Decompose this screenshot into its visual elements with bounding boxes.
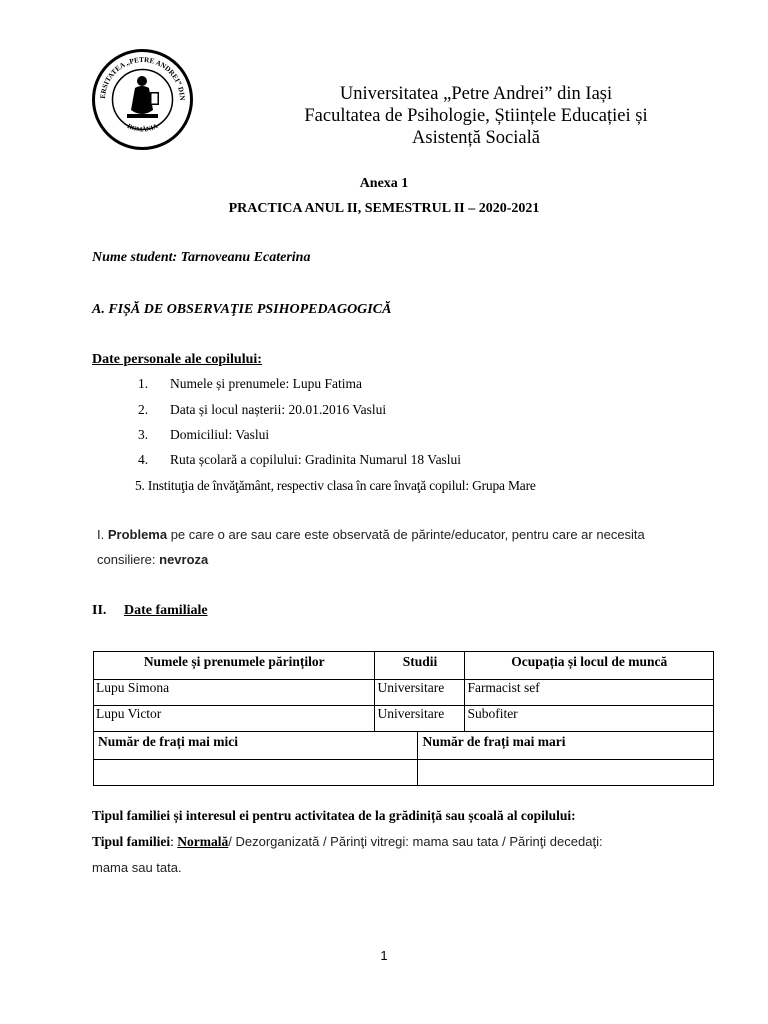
column-header-occupation: Ocupația și locul de muncă [465, 652, 714, 680]
table-cell: Subofiter [465, 706, 714, 732]
personal-data-heading: Date personale ale copilului: [92, 352, 262, 367]
column-header-studies: Studii [375, 652, 465, 680]
list-item: 1. Numele și prenumele: Lupu Fatima [138, 376, 362, 391]
list-item-text: Numele și prenumele: Lupu Fatima [170, 376, 362, 391]
family-type-line2: mama sau tata. [92, 860, 182, 875]
table-row [94, 760, 714, 786]
practice-title: PRACTICA ANUL II, SEMESTRUL II – 2020-2021 [228, 201, 540, 216]
family-type-selected: Normală [177, 834, 229, 849]
faculty-name-line2: Asistență Socială [412, 128, 540, 148]
list-item-text: Ruta școlară a copilului: Gradinita Numarul 18 Vaslui [170, 452, 462, 467]
svg-text:ROMÂNIA [126, 123, 159, 134]
list-item-text: Data și locul nașterii: 20.01.2016 Vaslui [170, 402, 387, 417]
siblings-table [93, 731, 714, 786]
table-cell: Lupu Victor [94, 706, 375, 732]
table-header-row [94, 732, 714, 760]
student-name: Nume student: Tarnoveanu Ecaterina [92, 250, 311, 265]
younger-siblings-label: Număr de frați mai mici [94, 732, 418, 760]
younger-siblings-value [94, 760, 418, 786]
logo-ring-top-text: ERSITATEA „PETRE ANDREI” DIN [98, 55, 187, 101]
university-seal-logo [91, 48, 194, 151]
problem-answer: nevroza [159, 552, 209, 567]
older-siblings-label: Număr de frați mai mari [418, 732, 714, 760]
list-item: 3. Domiciliul: Vaslui [138, 427, 270, 442]
parents-table [93, 651, 714, 732]
family-type-label: Tipul familiei [92, 834, 171, 849]
table-cell: Universitare [375, 680, 465, 706]
page-number: 1 [380, 948, 388, 963]
logo-ring-bottom-text: ROMÂNIA [126, 122, 159, 134]
annex-title: Anexa 1 [359, 176, 409, 191]
problem-label: Problema [107, 527, 168, 542]
family-section-heading: Date familiale [124, 603, 208, 618]
table-header-row [94, 652, 714, 680]
older-siblings-value [418, 760, 714, 786]
table-cell: Farmacist sef [465, 680, 714, 706]
problem-line1: I. Problema pe care o are sau care este observată de părinte/educator, pentru care ar necesita [97, 527, 645, 542]
family-type-line1: Tipul familiei: Normală/ Dezorganizată / Părinţi vitregi: mama sau tata / Părinţi decedaţi: [92, 834, 603, 849]
table-row [94, 706, 714, 732]
faculty-name-line1: Facultatea de Psihologie, Științele Educației și [304, 106, 648, 126]
problem-line2: consiliere: nevroza [97, 552, 209, 567]
family-type-heading: Tipul familiei și interesul ei pentru activitatea de la grădiniță sau școală al copilului: [92, 808, 576, 823]
table-cell: Universitare [375, 706, 465, 732]
list-item: 2. Data și locul nașterii: 20.01.2016 Vaslui [138, 402, 387, 417]
table-cell: Lupu Simona [94, 680, 375, 706]
university-name: Universitatea „Petre Andrei” din Iași [339, 84, 613, 104]
family-section-number: II. [92, 603, 107, 618]
column-header-parents: Numele și prenumele părinților [94, 652, 375, 680]
list-item: 4. Ruta școlară a copilului: Gradinita Numarul 18 Vaslui [138, 452, 462, 467]
list-item-5: 5. Instituţia de învăţământ, respectiv clasa în care învaţă copilul: Grupa Mare [135, 478, 536, 493]
table-row [94, 680, 714, 706]
list-item-text: Domiciliul: Vaslui [170, 427, 270, 442]
section-a-title: A. FIȘĂ DE OBSERVAŢIE PSIHOPEDAGOGICĂ [92, 302, 392, 317]
